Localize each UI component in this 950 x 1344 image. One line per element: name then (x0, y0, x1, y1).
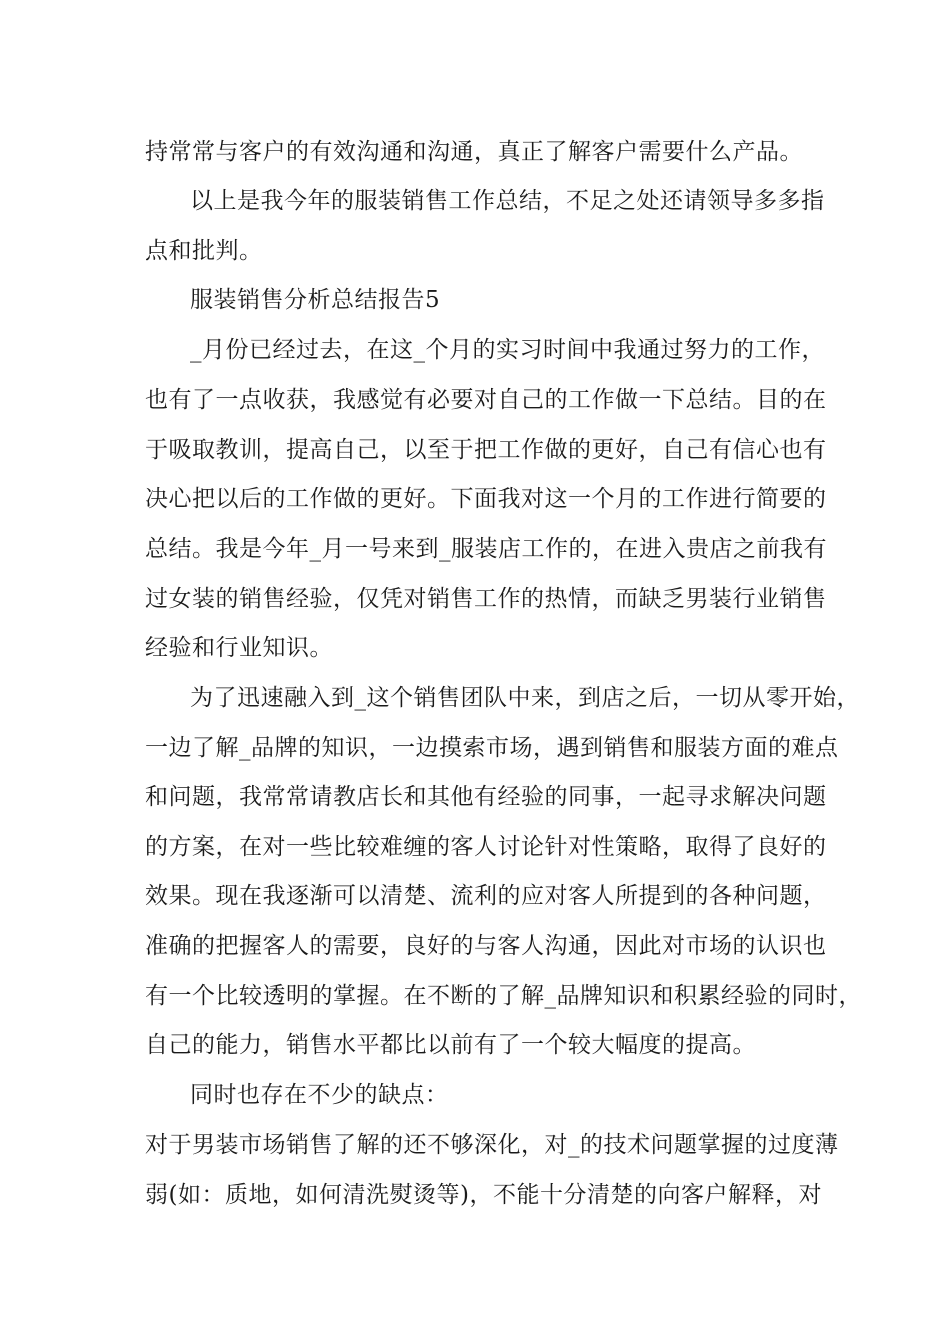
text-line: 弱(如：质地，如何清洗熨烫等)，不能十分清楚的向客户解释，对 (145, 1182, 822, 1208)
text-line: 和问题，我常常请教店长和其他有经验的同事，一起寻求解决问题 (145, 784, 827, 810)
text-line: 以上是我今年的服装销售工作总结，不足之处还请领导多多指 (190, 188, 825, 214)
text-line: _月份已经过去，在这_个月的实习时间中我通过努力的工作， (190, 337, 825, 363)
text-line: 一边了解_品牌的知识，一边摸索市场，遇到销售和服装方面的难点 (145, 735, 839, 761)
text-line: 同时也存在不少的缺点： (190, 1082, 449, 1108)
text-line: 过女装的销售经验，仅凭对销售工作的热情，而缺乏男装行业销售 (145, 586, 827, 612)
text-line: 经验和行业知识。 (145, 635, 333, 661)
section-heading: 服装销售分析总结报告5 (190, 287, 441, 313)
text-line: 也有了一点收获，我感觉有必要对自己的工作做一下总结。目的在 (145, 387, 827, 413)
text-line: 效果。现在我逐渐可以清楚、流利的应对客人所提到的各种问题， (145, 883, 827, 909)
text-line: 的方案，在对一些比较难缠的客人讨论针对性策略，取得了良好的 (145, 834, 827, 860)
text-line: 持常常与客户的有效沟通和沟通，真正了解客户需要什么产品。 (145, 139, 803, 165)
text-line: 点和批判。 (145, 238, 263, 264)
text-line: 有一个比较透明的掌握。在不断的了解_品牌知识和积累经验的同时， (145, 983, 862, 1009)
text-line: 准确的把握客人的需要，良好的与客人沟通，因此对市场的认识也 (145, 933, 827, 959)
text-line: 于吸取教训，提高自己，以至于把工作做的更好，自己有信心也有 (145, 437, 827, 463)
text-line: 为了迅速融入到_这个销售团队中来，到店之后，一切从零开始， (190, 685, 860, 711)
text-line: 对于男装市场销售了解的还不够深化，对_的技术问题掌握的过度薄 (145, 1132, 839, 1158)
text-line: 总结。我是今年_月一号来到_服装店工作的，在进入贵店之前我有 (145, 536, 827, 562)
text-line: 决心把以后的工作做的更好。下面我对这一个月的工作进行简要的 (145, 486, 827, 512)
text-line: 自己的能力，销售水平都比以前有了一个较大幅度的提高。 (145, 1032, 756, 1058)
